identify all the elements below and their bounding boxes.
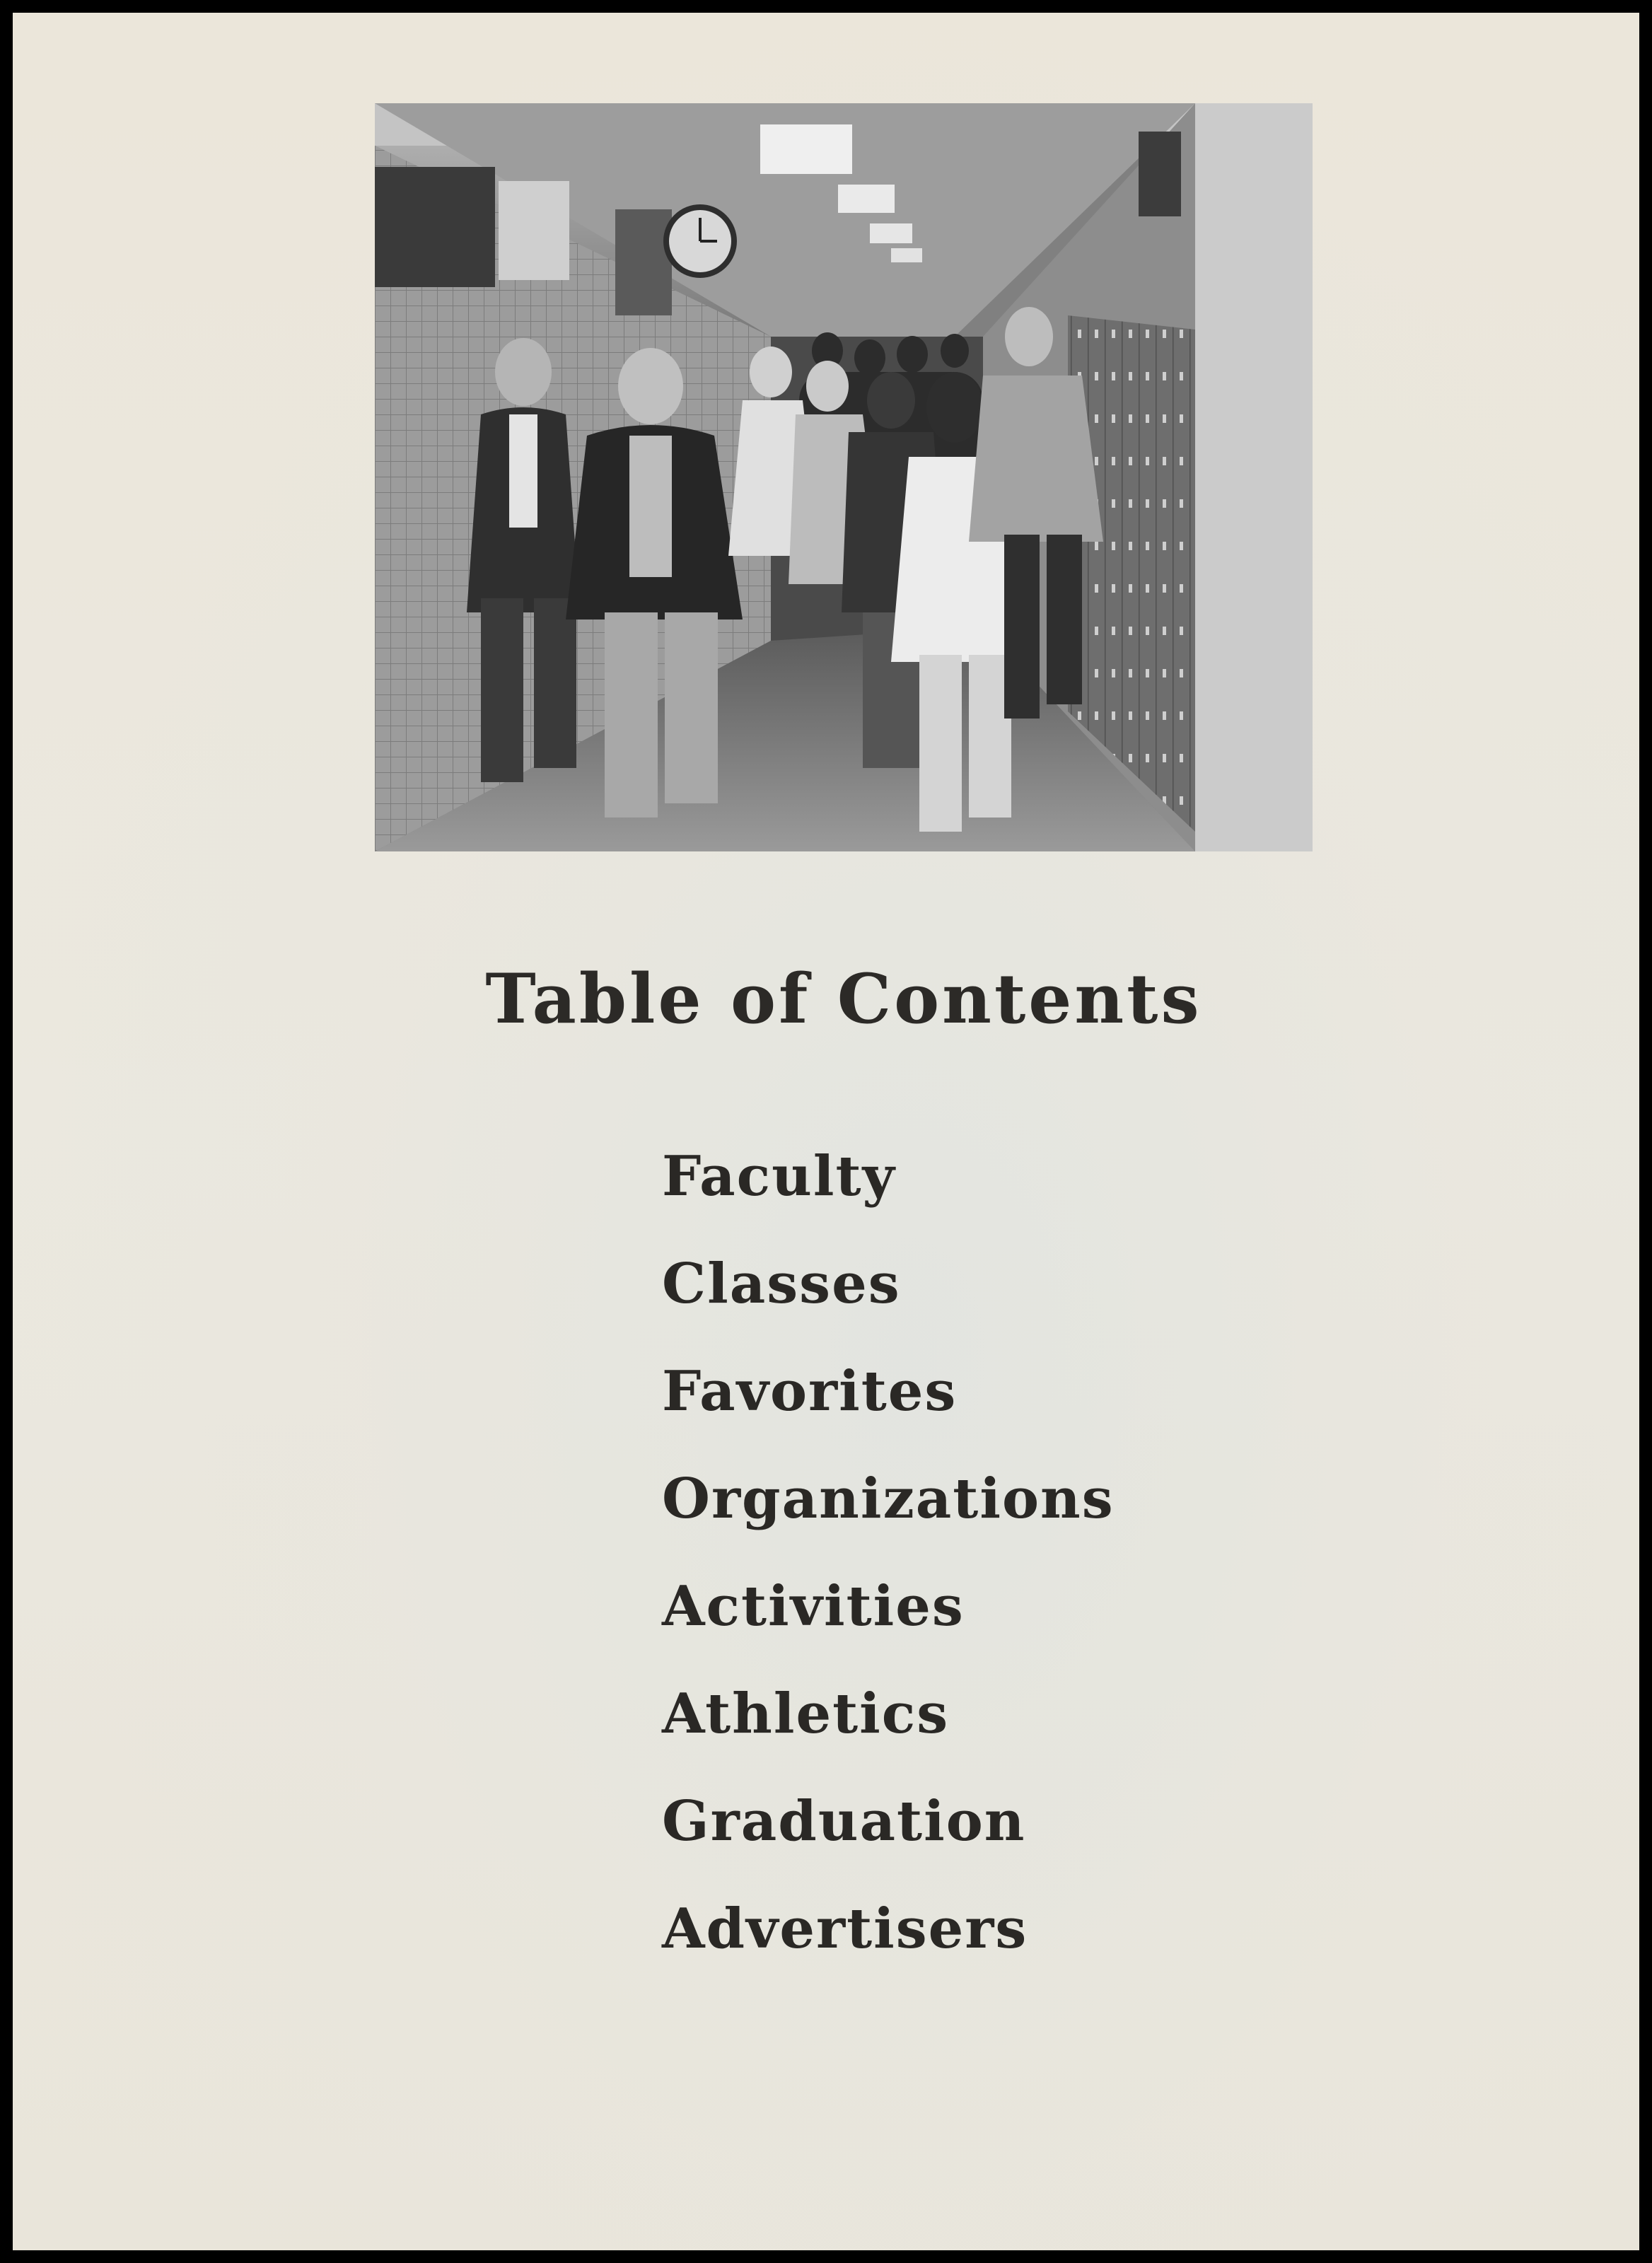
contents-item: Favorites xyxy=(662,1359,958,1424)
contents-list xyxy=(662,1141,1115,2001)
contents-item: Advertisers xyxy=(662,1897,1028,1961)
page-title: Table of Contents xyxy=(485,959,1202,1039)
contents-item: Faculty xyxy=(662,1144,896,1209)
contents-item: Activities xyxy=(662,1574,965,1639)
contents-item: Classes xyxy=(662,1252,901,1316)
contents-item: Organizations xyxy=(662,1467,1115,1531)
hallway-students-photo xyxy=(375,103,1313,851)
contents-item: Graduation xyxy=(662,1789,1026,1854)
yearbook-page xyxy=(13,13,1639,2250)
contents-item: Athletics xyxy=(662,1682,950,1746)
